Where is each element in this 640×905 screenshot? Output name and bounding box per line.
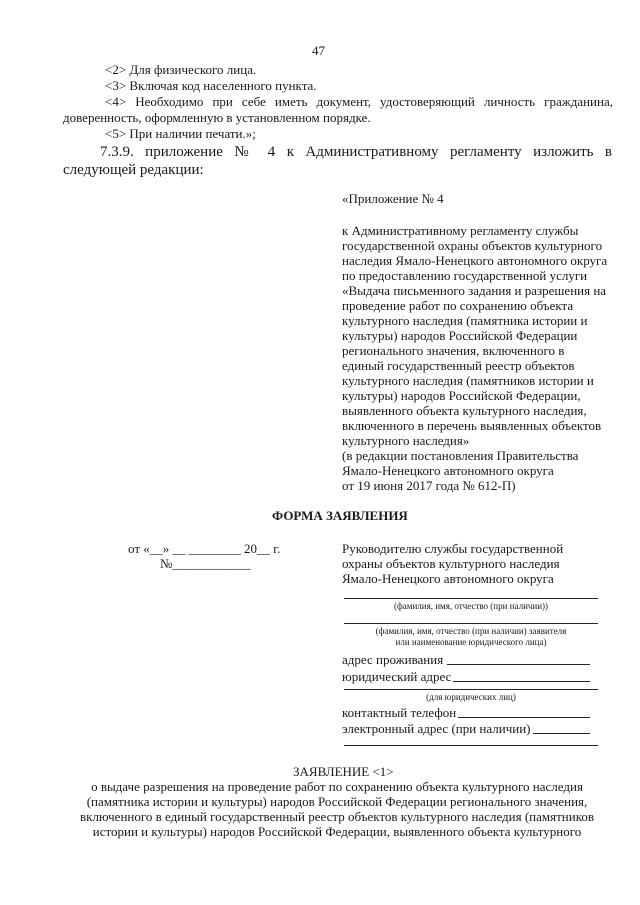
hint-fio: (фамилия, имя, отчество (при наличии)): [393, 601, 549, 611]
appendix-line: «Выдача письменного задания и разрешения на: [342, 283, 607, 298]
form-title: ФОРМА ЗАЯВЛЕНИЯ: [272, 508, 408, 523]
residence-address-line: [447, 664, 590, 665]
page-number: 47: [312, 43, 325, 58]
contact-phone-line: [458, 717, 590, 718]
email-line: [533, 733, 590, 734]
appendix-line: культуры) народов Российской Федерации,: [342, 388, 581, 403]
appendix-line: культурного наследия»: [342, 433, 470, 448]
appendix-title: «Приложение № 4: [342, 191, 444, 206]
appendix-line: по предоставлению государственной услуги: [342, 268, 588, 283]
email-label: электронный адрес (при наличии): [342, 721, 531, 736]
statement-title: ЗАЯВЛЕНИЕ <1>: [293, 764, 394, 779]
addressee-line: охраны объектов культурного наследия: [342, 556, 560, 571]
fio-blank-line: [344, 598, 598, 599]
appendix-line: Ямало-Ненецкого автономного округа: [342, 463, 554, 478]
amendment-line-2: следующей редакции:: [63, 162, 204, 178]
appendix-line: культурного наследия (памятника истории и: [342, 313, 588, 328]
date-line: от «__» __ ________ 20__ г.: [128, 541, 281, 556]
statement-text: [44, 779, 630, 839]
appendix-line: регионального значения, включенного в: [342, 343, 565, 358]
appendix-line: к Административному регламенту службы: [342, 223, 579, 238]
footnote-5: <5> При наличии печати.»;: [105, 126, 256, 141]
appendix-text: [342, 223, 607, 493]
legal-address-line: [453, 681, 590, 682]
appendix-line: включенного в перечень выявленных объектов: [342, 418, 602, 433]
appendix-line: выявленного объекта культурного наследия,: [342, 403, 587, 418]
statement-line: истории и культуры) народов Российской Федерации, выявленного объекта культурного: [92, 824, 582, 839]
contact-phone-label: контактный телефон: [342, 705, 457, 720]
appendix-line: наследия Ямало-Ненецкого автономного округа: [342, 253, 608, 268]
statement-line: о выдаче разрешения на проведение работ по сохранению объекта культурного наследия: [91, 779, 583, 794]
hint-applicant-1: (фамилия, имя, отчество (при наличии) заявителя: [375, 626, 567, 636]
appendix-line: проведение работ по сохранению объекта: [342, 298, 574, 313]
appendix-line: (в редакции постановления Правительства: [342, 448, 579, 463]
hint-applicant-2: или наименование юридического лица): [395, 637, 547, 647]
hint-legal: (для юридических лиц): [426, 692, 516, 702]
appendix-line: культурного наследия (памятников истории и: [342, 373, 594, 388]
number-line: №____________: [160, 556, 251, 571]
footnote-4-continued: доверенность, оформленную в установленном порядке.: [63, 110, 371, 125]
residence-address-label: адрес проживания: [342, 652, 444, 667]
appendix-line: от 19 июня 2017 года № 612-П): [342, 478, 516, 493]
legal-address-label: юридический адрес: [342, 669, 452, 684]
statement-line: включенного в единый государственный реестр объектов культурного наследия (памятников: [79, 809, 595, 824]
footnote-2: <2> Для физического лица.: [105, 62, 257, 77]
email-blank-line: [344, 745, 598, 746]
addressee-line: Руководителю службы государственной: [342, 541, 564, 556]
appendix-line: единый государственный реестр объектов: [342, 358, 575, 373]
appendix-line: культуры) народов Российской Федерации: [342, 328, 578, 343]
addressee-block: [342, 541, 563, 586]
appendix-line: государственной охраны объектов культурного: [342, 238, 603, 253]
legal-blank-line: [344, 689, 598, 690]
addressee-line: Ямало-Ненецкого автономного округа: [342, 571, 554, 586]
applicant-blank-line: [344, 623, 598, 624]
amendment-line-1: 7.3.9. приложение № 4 к Административному регламенту изложить в: [100, 144, 612, 160]
footnote-4: <4> Необходимо при себе иметь документ, удостоверяющий личность гражданина,: [105, 94, 613, 109]
footnote-3: <3> Включая код населенного пункта.: [105, 78, 317, 93]
statement-line: (памятника истории и культуры) народов Российской Федерации регионального значения,: [86, 794, 588, 809]
